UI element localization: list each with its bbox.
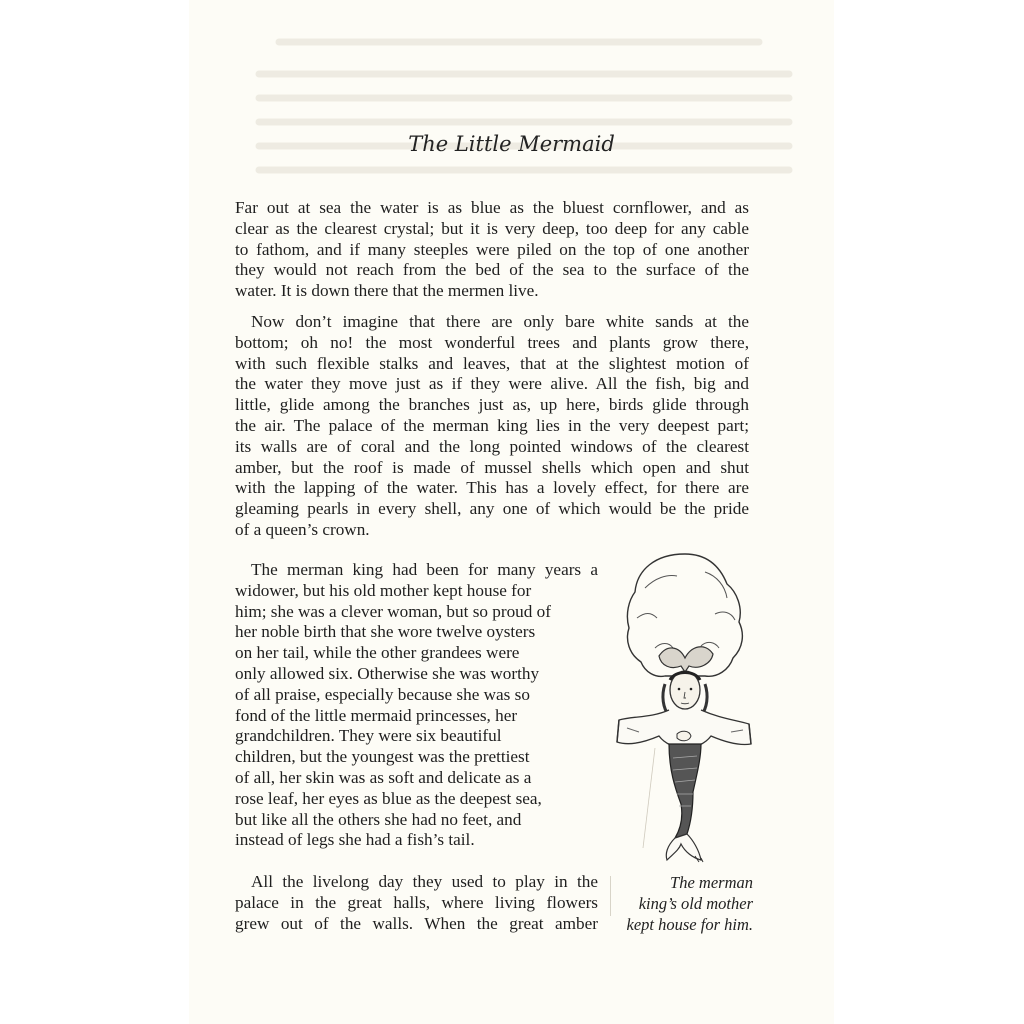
text-line: rose leaf, her eyes as blue as the deepest sea, (235, 788, 542, 808)
paragraph-3 (235, 560, 598, 851)
text-line: amber, but the roof is made of mussel shells which open and shut (235, 457, 749, 477)
paragraph-4 (235, 872, 598, 934)
text-line: of all praise, especially because she was so (235, 684, 530, 704)
text-line: grew out of the walls. When the great amber (235, 913, 598, 933)
paragraph-1 (235, 198, 749, 302)
text-line: but like all the others she had no feet, and (235, 809, 522, 829)
text-line: The merman king had been for many years a (251, 560, 598, 579)
text-line: All the livelong day they used to play in the (251, 872, 598, 891)
text-line: him; she was a clever woman, but so proud of (235, 601, 551, 621)
text-line: the water they move just as if they were alive. All the fish, big and (235, 374, 749, 394)
text-line: gleaming pearls in every shell, any one of which would be the pride (235, 499, 749, 519)
text-line: clear as the clearest crystal; but it is very deep, too deep for any cable (235, 218, 749, 238)
text-line: bottom; oh no! the most wonderful trees and plants grow there, (235, 332, 749, 352)
text-line: only allowed six. Otherwise she was worthy (235, 663, 540, 683)
text-line: Now don’t imagine that there are only bare white sands at the (251, 312, 749, 331)
text-line: palace in the great halls, where living flowers (235, 892, 598, 912)
text-line: Far out at sea the water is as blue as the bluest cornflower, and as (235, 198, 749, 217)
text-line: to fathom, and if many steeples were piled on the top of one another (235, 239, 749, 259)
text-line: her noble birth that she wore twelve oysters (235, 622, 536, 642)
caption-line: king’s old mother (638, 894, 753, 913)
text-line: they would not reach from the bed of the sea to the surface of the (235, 260, 749, 280)
text-line: grandchildren. They were six beautiful (235, 726, 502, 746)
text-line: with such flexible stalks and leaves, that at the slightest motion of (235, 353, 749, 373)
text-line: water. It is down there that the mermen live. (235, 281, 539, 301)
show-through-texture (249, 30, 809, 206)
story-title: The Little Mermaid (408, 132, 615, 156)
text-line: with the lapping of the water. This has a lovely effect, for there are (235, 478, 749, 498)
text-line: children, but the youngest was the prettiest (235, 747, 530, 767)
merman-grandmother-illustration (615, 548, 755, 868)
book-page (189, 0, 834, 1024)
text-line: of a queen’s crown. (235, 519, 370, 539)
text-line: widower, but his old mother kept house for (235, 580, 532, 600)
caption-line: The merman (670, 873, 753, 892)
paragraph-2 (235, 312, 749, 541)
illustration-caption (603, 872, 753, 935)
text-line: instead of legs she had a fish’s tail. (235, 830, 475, 850)
text-line: its walls are of coral and the long pointed windows of the clearest (235, 436, 749, 456)
text-line: of all, her skin was as soft and delicate as a (235, 767, 532, 787)
text-line: fond of the little mermaid princesses, her (235, 705, 518, 725)
show-through-lines (249, 30, 809, 200)
text-line: little, glide among the branches just as, up here, birds glide through (235, 395, 749, 415)
caption-line: kept house for him. (626, 915, 753, 934)
text-line: the air. The palace of the merman king lies in the very deepest part; (235, 415, 749, 435)
text-line: on her tail, while the other grandees were (235, 643, 520, 663)
